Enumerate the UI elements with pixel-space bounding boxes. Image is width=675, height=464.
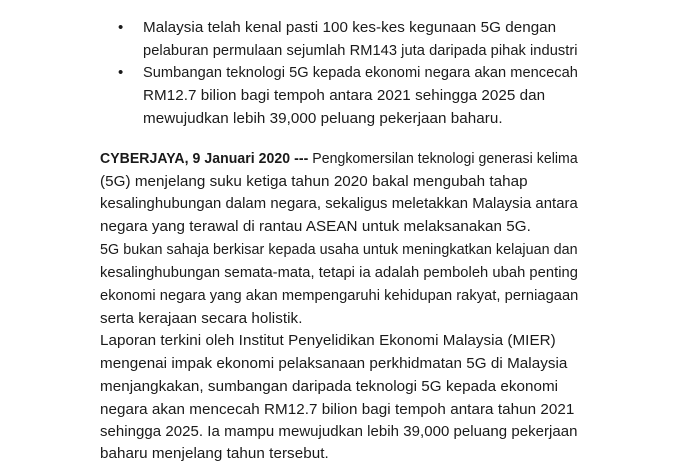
paragraph-line: serta kerajaan secara holistik. (100, 310, 303, 327)
bullet-text-line: RM12.7 bilion bagi tempoh antara 2021 sehingga 2025 dan (143, 87, 546, 104)
paragraph-line: sehingga 2025. Ia mampu mewujudkan lebih 39,000 peluang pekerjaan (100, 423, 578, 440)
dateline: CYBERJAYA, 9 Januari 2020 --- (100, 150, 309, 167)
paragraph-line: negara akan mencecah RM12.7 bilion bagi tempoh antara tahun 2021 (100, 401, 575, 418)
paragraph-line: menjangkakan, sumbangan daripada teknologi 5G kepada ekonomi (100, 378, 559, 395)
paragraph-line: kesalinghubungan semata-mata, tetapi ia adalah pemboleh ubah penting (100, 264, 578, 281)
bullet-text-line: mewujudkan lebih 39,000 peluang pekerjaan baharu. (143, 110, 503, 127)
paragraph-line: baharu menjelang tahun tersebut. (100, 445, 329, 462)
paragraph-line: 5G bukan sahaja berkisar kepada usaha untuk meningkatkan kelajuan dan (100, 241, 578, 258)
bullet-text-line: Malaysia telah kenal pasti 100 kes-kes kegunaan 5G dengan (143, 19, 557, 36)
paragraph-line: kesalinghubungan dalam negara, sekaligus meletakkan Malaysia antara (100, 195, 578, 212)
bullet-marker: • (118, 64, 124, 81)
bullet-marker: • (118, 19, 124, 36)
paragraph-line (100, 149, 578, 169)
paragraph-line: negara yang terawal di rantau ASEAN untuk melaksanakan 5G. (100, 218, 531, 235)
paragraph-line: Laporan terkini oleh Institut Penyelidikan Ekonomi Malaysia (MIER) (100, 332, 556, 349)
paragraph-line: ekonomi negara yang akan mempengaruhi kehidupan rakyat, perniagaan (100, 287, 579, 304)
paragraph-line: (5G) menjelang suku ketiga tahun 2020 bakal mengubah tahap (100, 173, 528, 190)
paragraph-line: mengenai impak ekonomi pelaksanaan perkhidmatan 5G di Malaysia (100, 355, 568, 372)
bullet-text-line: Sumbangan teknologi 5G kepada ekonomi negara akan mencecah (143, 64, 578, 81)
paragraph-text: Pengkomersilan teknologi generasi kelima (308, 150, 578, 167)
bullet-text-line: pelaburan permulaan sejumlah RM143 juta daripada pihak industri (143, 42, 578, 59)
